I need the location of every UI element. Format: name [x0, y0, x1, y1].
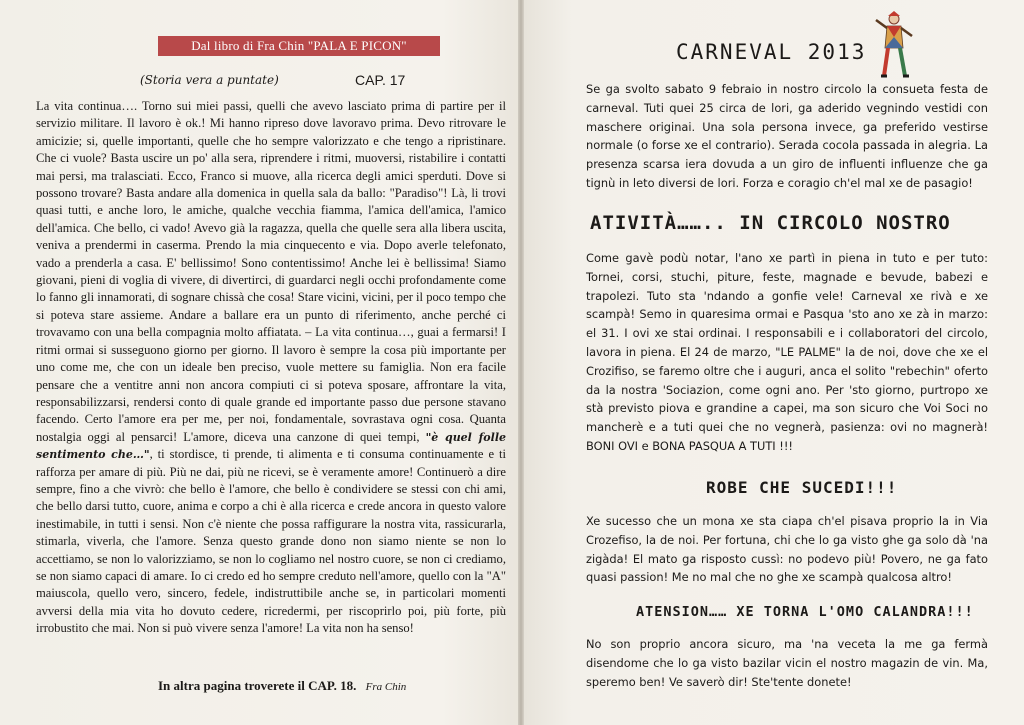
story-subheading: [140, 70, 440, 90]
book-banner: Dal libro di Fra Chin "PALA E PICON": [158, 36, 440, 56]
story-body-part-2: , ti stordisce, ti prende, ti alimenta e ti consuma continuamente e ti rafforza per amare di più. Più ne dai, più ne ricevi, se è veramente amore! Continuerò a dire sempre, fino a che vivrò: che bello è l'amore, che bello è condividere se stessi con chi ami, che bello darsi tutto, cuore, anima e corpo a chi è alla ricerca e crede ancora in questo valore inestimabile, in tutti i sensi. Non c'è niente che possa raffigurare la nostra vita, rassicurarla, stimarla, viverla, che l'amore. Senza questo grande dono non siamo niente se non lo accettiamo, se non lo valorizziamo, se non lo cogliamo nel nostro cuore, se non ci crediamo, se non siamo capaci di amare. Io ci credo ed ho sempre creduto nell'amore, quello con la "A" maiuscola, quello vero, sincero, fedele, indistruttibile anche se, in particolari momenti avversi della mia vita ho dovuto cedere, ricredermi, per riscoprirlo poi, più forte, più irrobustito che mai. Non si può vivere senza l'amore! La vita non ha senso!: [36, 447, 507, 636]
song-quote: "è quel folle sentimento che…": [36, 430, 506, 462]
next-chapter-note: [158, 678, 498, 694]
section-title-atension: ATENSION…… XE TORNA L'OMO CALANDRA!!!: [636, 604, 974, 620]
story-body-part-1: La vita continua…. Torno sui miei passi, quelli che avevo lasciato prima di partire per il servizio militare. Il lavoro è ok.! Mi hanno ripreso dove lavoravo prima. Devo ritrovare le amicizie; si, quelle importanti, quelle che ho sempre valorizzato e che tengo a ripristinare. Che ci vuole? Basta uscire un po' alla sera, riprendere i ritmi, muoversi, ristabilire i contatti mai persi, ma tralasciati. Ecco, Franco si muove, alla ricerca degli amici sperduti. Dove si possono trovare? Basta andare alla domenica in quella sala da ballo: "Paradiso"! Là, li trovi quasi tutti, e anche loro, le amiche, qualche vecchia fiamma, l'amica dell'amica, l'amico dell'amica. Che bello, ci vado! Avevo già la ragazza, quella che quelle sera alla libera uscita, veniva a prendermi in caserma. Prendo la mia cinquecento e via. Dopo averle telefonato, vado a prenderla a casa. E' bellissimo! Sono contentissimo! Anche lei è bellissima! Siamo giovani, pieni di voglia di vivere, di divertirci, di guardarci negli occhi profondamente come lo fanno gli innamorati, di sognare chissà che cosa! Stare vicini, vicini, per il poco tempo che si poteva stare assieme. Andare a ballare era un punto di riferimento, anche perché ci trovavamo con una bella compagnia molto affiatata. – La vita continua…, guai a fermarsi! I ritmi ormai si susseguono giorno per giorno. Il lavoro è sempre la cosa più importante per uno come me, che con un ideale ben preciso, vuole mettere su famiglia. Non era facile pensare che a ventitre anni non ancora compiuti ci si poteva sposare, affrontare la vita, responsabilizzarsi, rendersi conto di quale grande ed importante passo due persone stavano facendo. Certo l'amore era per me, per noi, fondamentale, sovrastava ogni cosa. Quanta nostalgia oggi al pensarci! L'amore, diceva una canzone di quei tempi,: [36, 99, 506, 444]
section-title-robe: ROBE CHE SUCEDI!!!: [706, 478, 898, 497]
atension-text: No son proprio ancora sicuro, ma 'na veceta la me ga fermà disendome che lo ga visto bazilar vicin el nostro magazin de vin. Ma, speremo ben! Ve saverò dir! Ste'tente donete!: [586, 637, 988, 689]
carneval-report: Se ga svolto sabato 9 febraio in nostro circolo la consueta festa de carneval. Tuti quei 25 circa de lori, ga aderido vegnindo vestidi con maschere originai. Una sola persona invece, ga preferido vestirse normale (o forse xe el contrario). Serada cocola passada in alegria. La presenza scarsa iera dovuda a un giro de influenti influenze che ga tignù in leto diversi de lori. Forza e coragio ch'el mal xe de pasagio!: [586, 82, 988, 190]
section-title-ativita: ATIVITÀ…….. IN CIRCOLO NOSTRO: [590, 212, 951, 234]
carneval-title: CARNEVAL 2013: [676, 40, 867, 64]
story-label: (Storia vera a puntate): [140, 73, 279, 87]
story-body: [36, 98, 506, 638]
page-gutter: [518, 0, 524, 725]
ativita-text: Come gavè podù notar, l'ano xe partì in piena in tuto e per tuto: Tornei, corsi, stuchi, piture, feste, magnade e bevude, babezi e trapolezi. Tuto sta 'ndando a gonfie vele! Carneval xe rivà e xe scampà! Semo in quaresima ormai e Pasqua 'sto ano xe zà in marzo: el 31. I ovi xe stai ordinai. I responsabili e i collaboratori del circolo, lavora in piena. El 24 de marzo, "LE PALME" la de noi, dove che xe el Crozifiso, se faremo oltre che i auguri, anca el solito "rebechin" oferto da la nostra 'Sociazion, come ogni ano. Per 'sto giorno, purtropo xe stà previsto piova e grandine a capei, ma son sicuro che Voi Soci no mancherè e a tuti quei che no vegnerà, pasienza: ovi no magnerà! BONI OVI e BONA PASQUA A TUTI !!!: [586, 251, 988, 453]
chapter-label: CAP. 17: [355, 72, 406, 88]
robe-text: Xe sucesso che un mona xe sta ciapa ch'el pisava proprio la in Via Crozefiso, la de noi. Per fortuna, chi che lo ga visto ghe ga solo dà 'na zigàda! El mato ga risposto cussì: no podevo più! Povero, ne ga fato quasi passion! Me no mal che no ghe xe scampà qualcosa altro!: [586, 514, 988, 585]
author-signature: Fra Chin: [365, 681, 407, 693]
harlequin-icon: [872, 10, 916, 82]
next-chapter-text: In altra pagina troverete il CAP. 18.: [158, 678, 357, 693]
